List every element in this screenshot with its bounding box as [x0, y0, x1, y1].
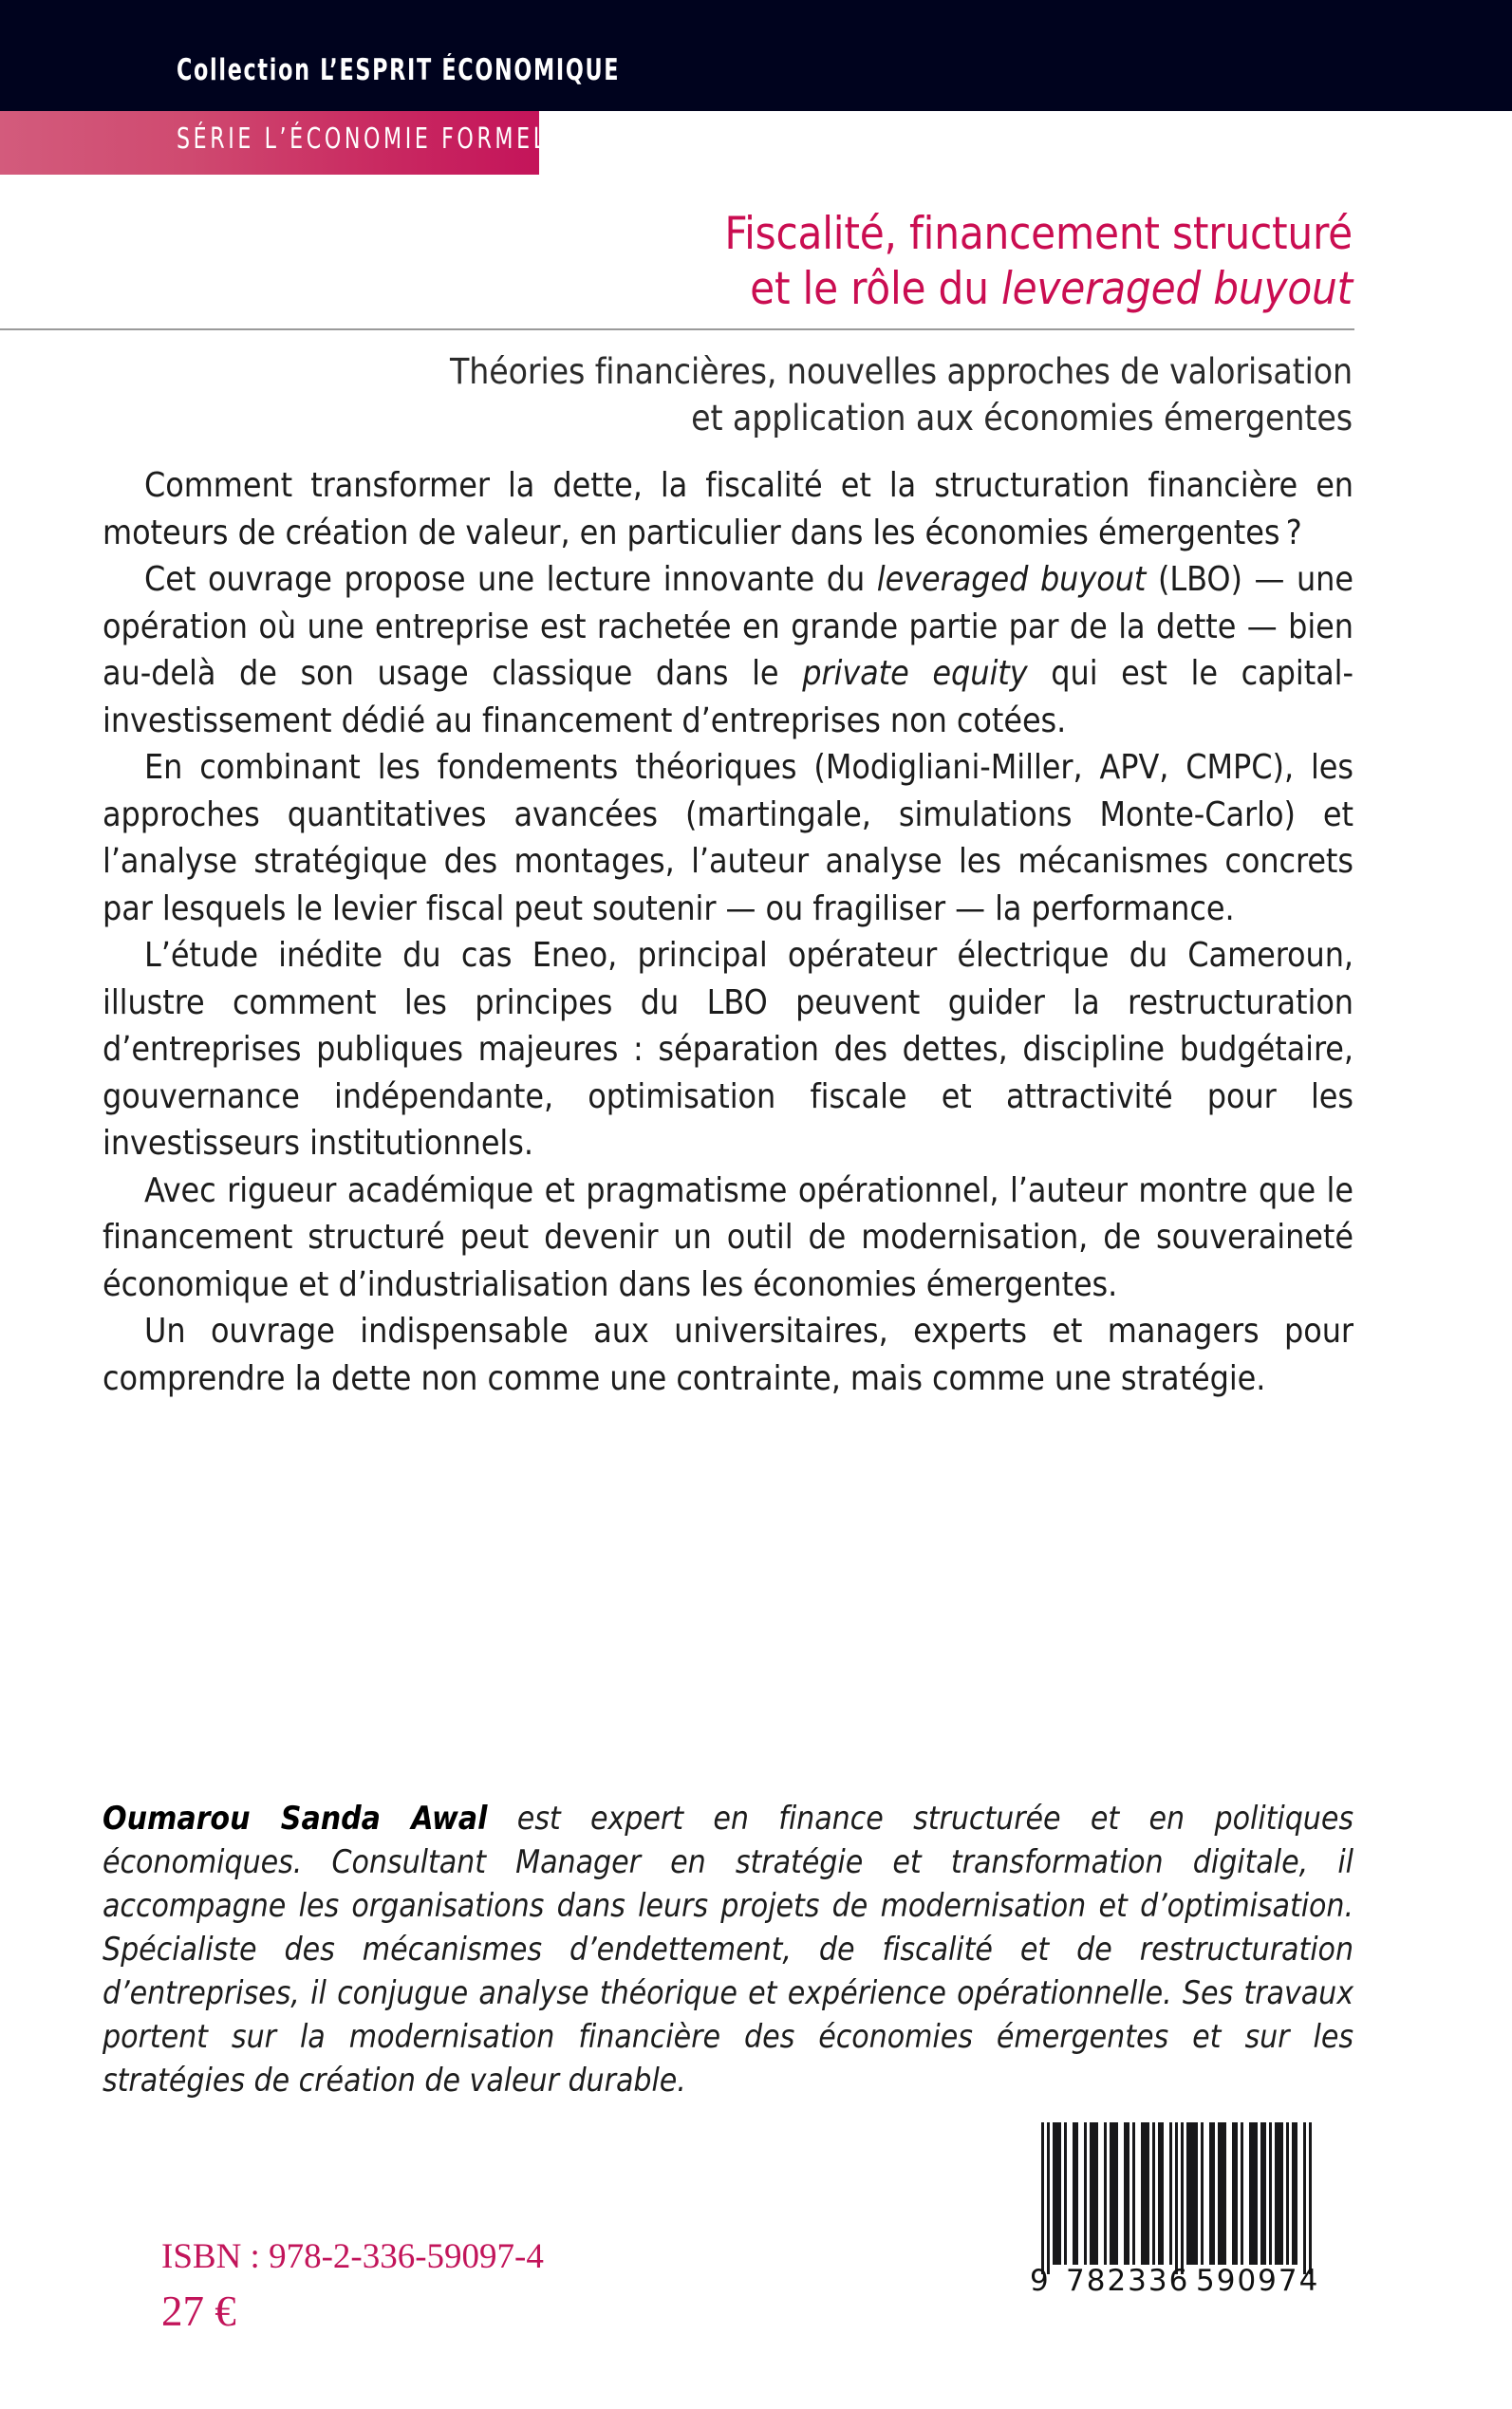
book-title-line-1-text: Fiscalité, financement structuré — [724, 208, 1353, 260]
collection-label: Collection L’ESPRIT ÉCONOMIQUE — [177, 53, 621, 87]
author-name: Oumarou Sanda Awal — [103, 1800, 488, 1837]
isbn-text: ISBN : 978-2-336-59097-4 — [161, 2237, 544, 2276]
blurb-p2-italic-2: private equity — [802, 654, 1028, 693]
blurb-p2-italic-1: leveraged buyout — [876, 560, 1147, 599]
blurb-paragraph-3: En combinant les fondements théoriques (Modigliani-Miller, APV, CMPC), les approches quantitatives avancées (martingale, simulations Monte-Carlo) et l’analyse stratégique des montages, l’auteur analyse les mécanismes concrets par lesquels le levier fiscal peut soutenir — ou fragiliser — la performance. — [103, 748, 1353, 928]
back-cover-blurb — [103, 462, 1353, 1402]
title-divider-rule — [0, 328, 1354, 330]
book-subtitle-block — [104, 348, 1353, 441]
book-subtitle-line-2: et application aux économies émergentes — [691, 398, 1353, 439]
book-title-line-1 — [104, 207, 1353, 262]
blurb-paragraph-4: L’étude inédite du cas Eneo, principal opérateur électrique du Cameroun, illustre comment les principes du LBO peuvent guider la restructuration d’entreprises publiques majeures : séparation des dettes, discipline budgétaire, gouvernance indépendante, optimisation fiscale et attractivité pour les investisseurs institutionnels. — [103, 936, 1353, 1163]
blurb-paragraph-1: Comment transformer la dette, la fiscalité et la structuration financière en moteurs de création de valeur, en particulier dans les économies émergentes ? — [103, 466, 1353, 552]
blurb-paragraph-6: Un ouvrage indispensable aux universitaires, experts et managers pour comprendre la dette non comme une contrainte, mais comme une stratégie. — [103, 1312, 1353, 1398]
author-bio-paragraph — [103, 1797, 1353, 2102]
blurb-p2-part-a: Cet ouvrage propose une lecture innovante du — [144, 560, 877, 599]
blurb-p2-part-c: qui est le capital-investissement dédié au financement d’entreprises non cotées. — [103, 654, 1353, 740]
author-bio-text: est expert en finance structurée et en politiques économiques. Consultant Manager en stratégie et transformation digitale, il accompagne les organisations dans leurs projets de modernisation et d’optimisation. Spécialiste des mécanismes d’endettement, de fiscalité et de restructuration d’entreprises, il conjugue analyse théorique et expérience opérationnelle. Ses travaux portent sur la modernisation financière des économies émergentes et sur les stratégies de création de valeur durable. — [103, 1800, 1353, 2099]
blurb-p2-part-b: (LBO) — une opération où une entreprise est rachetée en grande partie par de la dette — bien au-delà de son usage classique dans le — [103, 560, 1353, 693]
blurb-paragraph-2 — [103, 556, 1353, 744]
book-title-emphasis: leveraged buyout — [1001, 263, 1353, 315]
barcode-lead-digit: 9 — [1030, 2264, 1051, 2298]
book-title-line-2 — [104, 262, 1353, 317]
book-subtitle-line-1: Théories financières, nouvelles approches de valorisation — [450, 351, 1353, 392]
book-title-line-2-text: et le rôle du — [750, 263, 1002, 315]
blurb-paragraph-5: Avec rigueur académique et pragmatisme opérationnel, l’auteur montre que le financement structuré peut devenir un outil de modernisation, de souveraineté économique et d’industrialisation dans les économies émergentes. — [103, 1170, 1353, 1304]
serie-label: SÉRIE L’ÉCONOMIE FORMELLE — [177, 122, 581, 156]
author-bio-block — [103, 1797, 1353, 2102]
barcode-bars — [1030, 2122, 1321, 2274]
price-text: 27 € — [161, 2288, 236, 2335]
barcode-left-digits: 782336 — [1066, 2264, 1190, 2298]
barcode-right-digits: 590974 — [1196, 2264, 1320, 2298]
book-title-block — [104, 207, 1353, 317]
